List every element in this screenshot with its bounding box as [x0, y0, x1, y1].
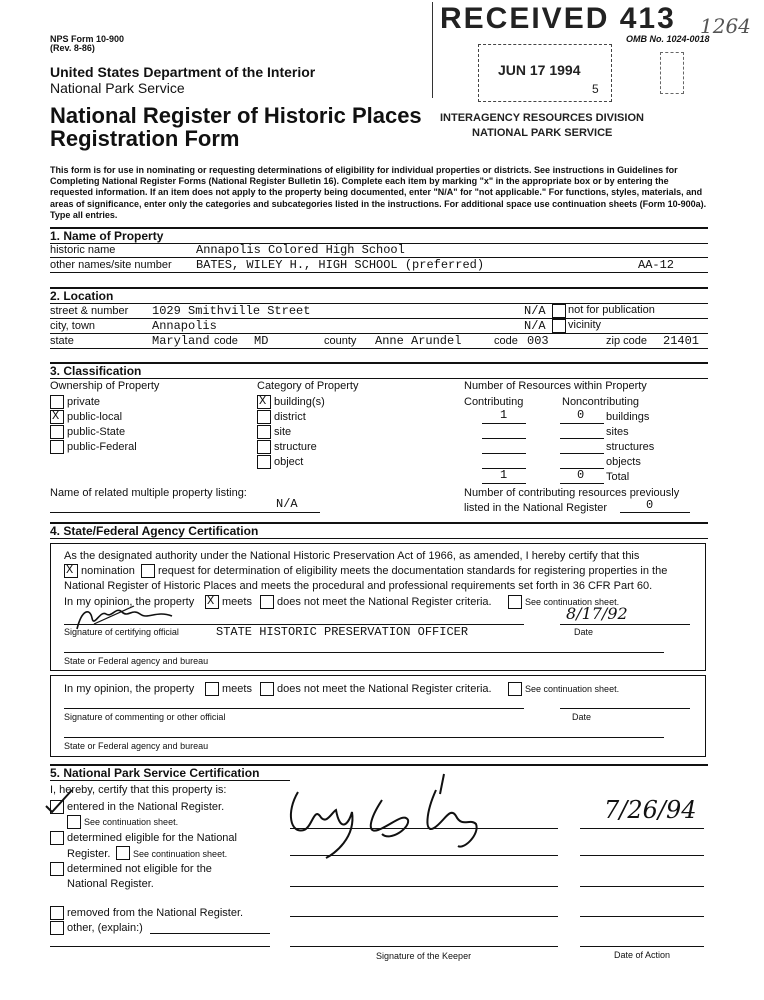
entry-line: [50, 512, 320, 513]
section-rule: [50, 378, 708, 379]
nomination-checkbox[interactable]: [64, 564, 78, 578]
category-structure-checkbox[interactable]: [257, 440, 271, 454]
noncontributing-heading: Noncontributing: [562, 396, 640, 408]
category-heading: Category of Property: [257, 380, 359, 392]
opinion-prefix-2: In my opinion, the property: [64, 683, 195, 695]
checkbox-mark: X: [66, 563, 74, 577]
resource-row-label: structures: [606, 441, 655, 453]
keeper-date-line: [580, 828, 704, 829]
form-title: National Register of Historic Places: [50, 103, 422, 128]
ownership-public-federal-checkbox[interactable]: [50, 440, 64, 454]
entry-line: [482, 438, 526, 439]
instructions-text: This form is for use in nominating or requesting determinations of eligibility for individual properties or districts. See instructions in Guidelines for Completing National Register Forms (National Register Bulletin 16). Complete each item by marking "x" in the appropriate box or by entering the requested information. If an item does not apply to the property being documented, enter "N/A" for "not applicable." For functions, styles, materials, and areas of significance, enter only the categories and subcategories listed in the instructions. For additional space use continuation sheets (Form 10-900a). Type all entries.: [50, 165, 707, 220]
action-date-value: 7/26/94: [604, 796, 697, 824]
date-label: Date: [574, 627, 594, 637]
vicinity-checkbox[interactable]: [552, 319, 566, 333]
agency-line: [64, 737, 664, 738]
certification-line-3: National Register of Historic Places and meets the procedural and professional requirements set forth in 36 CFR Part 60.: [64, 580, 653, 592]
ownership-option: public-State: [67, 426, 126, 438]
noncontributing-buildings[interactable]: 0: [577, 408, 585, 422]
section-2-heading: 2. Location: [50, 289, 114, 303]
checkbox-mark: X: [207, 594, 215, 608]
section-4-heading: 4. State/Federal Agency Certification: [50, 524, 259, 538]
section-rule: [50, 287, 708, 289]
historic-name-value[interactable]: Annapolis Colored High School: [196, 243, 405, 257]
does-not-meet-label-2: does not meet the National Register criteria.: [277, 683, 492, 695]
county-code-label: code: [494, 335, 518, 347]
category-district-checkbox[interactable]: [257, 410, 271, 424]
service-name: National Park Service: [50, 80, 185, 96]
category-site-checkbox[interactable]: [257, 425, 271, 439]
other-names-value[interactable]: BATES, WILEY H., HIGH SCHOOL (preferred): [196, 258, 485, 272]
entry-line: [482, 483, 526, 484]
does-not-meet-checkbox-2[interactable]: [260, 682, 274, 696]
previously-listed-label: Number of contributing resources previously: [464, 487, 680, 499]
received-stamp: RECEIVED 413: [440, 2, 676, 35]
section-3-heading: 3. Classification: [50, 364, 142, 378]
certification-line-1: As the designated authority under the National Historic Preservation Act of 1966, as amended, I hereby certify that this: [64, 550, 640, 562]
county-code-value[interactable]: 003: [527, 334, 549, 348]
not-for-publication-value[interactable]: N/A: [524, 304, 546, 318]
ownership-public-state-checkbox[interactable]: [50, 425, 64, 439]
contributing-total[interactable]: 1: [500, 468, 508, 482]
category-building-checkbox[interactable]: [257, 395, 271, 409]
eligible-label-2: Register.: [67, 848, 111, 860]
agency-label: State or Federal agency and bureau: [64, 656, 209, 666]
park-service-stamp: NATIONAL PARK SERVICE: [472, 127, 613, 139]
certifying-signature-label: Signature of certifying official: [64, 627, 179, 637]
keeper-date-line: [580, 886, 704, 887]
resource-row-label: sites: [606, 426, 629, 438]
entry-line: [482, 423, 526, 424]
street-value[interactable]: 1029 Smithville Street: [152, 304, 311, 318]
entry-line: [620, 512, 690, 513]
ownership-heading: Ownership of Property: [50, 380, 160, 392]
site-number-value[interactable]: AA-12: [638, 258, 675, 272]
ownership-public-local-checkbox[interactable]: [50, 410, 64, 424]
keeper-line: [290, 886, 558, 887]
zip-label: zip code: [606, 335, 647, 347]
handwritten-number: 1264: [700, 14, 751, 38]
resource-row-label: objects: [606, 456, 641, 468]
city-value[interactable]: Annapolis: [152, 319, 217, 333]
entered-label: entered in the National Register.: [67, 801, 225, 813]
date-label-2: Date: [572, 712, 592, 722]
stamp-border-left: [432, 2, 433, 98]
not-eligible-checkbox[interactable]: [50, 862, 64, 876]
explain-line-2: [50, 946, 270, 947]
other-label: other, (explain:): [67, 922, 143, 934]
ownership-option: public-Federal: [67, 441, 137, 453]
city-label: city, town: [50, 320, 96, 332]
eligible-continuation-checkbox[interactable]: [116, 846, 130, 860]
related-listing-value[interactable]: N/A: [276, 497, 298, 511]
checkbox-mark: X: [259, 394, 267, 408]
continuation-sheet-label: See continuation sheet.: [133, 849, 228, 859]
section-rule: [50, 538, 708, 539]
keeper-date-line: [580, 916, 704, 917]
meets-checkbox-2[interactable]: [205, 682, 219, 696]
department-name: United States Department of the Interior: [50, 64, 316, 80]
field-rule: [50, 318, 708, 319]
category-object-checkbox[interactable]: [257, 455, 271, 469]
eligible-checkbox[interactable]: [50, 831, 64, 845]
section-5-heading: 5. National Park Service Certification: [50, 766, 260, 780]
stamp-mark: 5: [592, 82, 599, 96]
keeper-date-line: [580, 946, 704, 947]
form-subtitle: Registration Form: [50, 126, 240, 151]
category-option: object: [274, 456, 304, 468]
nps-cert-intro: I, hereby, certify that this property is:: [50, 784, 227, 796]
other-names-label: other names/site number: [50, 259, 172, 271]
contributing-heading: Contributing: [464, 396, 524, 408]
certification-date-value: 8/17/92: [566, 604, 628, 623]
section-1-heading: 1. Name of Property: [50, 229, 164, 243]
related-listing-label: Name of related multiple property listing:: [50, 487, 247, 499]
entry-line: [560, 423, 604, 424]
state-value[interactable]: Maryland: [152, 334, 210, 348]
county-value[interactable]: Anne Arundel: [375, 334, 462, 348]
division-stamp: INTERAGENCY RESOURCES DIVISION: [440, 112, 644, 124]
meets-checkbox[interactable]: [205, 595, 219, 609]
date-line: [560, 708, 690, 709]
keeper-line: [290, 916, 558, 917]
continuation-sheet-label: See continuation sheet.: [525, 597, 620, 607]
date-of-action-label: Date of Action: [614, 950, 671, 960]
signature-line: [64, 708, 524, 709]
resource-row-label: Total: [606, 471, 630, 483]
keeper-line: [290, 946, 558, 947]
previously-listed-label-2: listed in the National Register: [464, 502, 608, 514]
resources-heading: Number of Resources within Property: [464, 380, 647, 392]
commenting-signature-label: Signature of commenting or other official: [64, 712, 226, 722]
not-eligible-label-2: National Register.: [67, 878, 154, 890]
entry-line: [560, 453, 604, 454]
received-date: JUN 17 1994: [498, 62, 581, 78]
explain-line: [150, 933, 270, 934]
request-determination-checkbox[interactable]: [141, 564, 155, 578]
continuation-sheet-label: See continuation sheet.: [84, 817, 179, 827]
section-rule: [50, 362, 708, 364]
omb-number: OMB No. 1024-0018: [626, 34, 710, 44]
field-rule: [50, 272, 708, 273]
meets-label-2: meets: [222, 683, 252, 695]
stamp-corner: [660, 52, 684, 94]
entry-line: [560, 438, 604, 439]
state-label: state: [50, 335, 74, 347]
keeper-line: [290, 855, 558, 856]
ownership-option: public-local: [67, 411, 123, 423]
section-rule: [50, 780, 290, 781]
form-number: NPS Form 10-900: [50, 34, 125, 44]
removed-checkbox[interactable]: [50, 906, 64, 920]
resource-row-label: buildings: [606, 411, 650, 423]
agency-label-2: State or Federal agency and bureau: [64, 741, 209, 751]
date-line: [560, 624, 690, 625]
field-rule: [50, 348, 708, 349]
vicinity-label: vicinity: [568, 319, 602, 331]
eligible-label: determined eligible for the National: [67, 832, 237, 844]
state-code-label: code: [214, 335, 238, 347]
category-option: site: [274, 426, 292, 438]
agency-line: [64, 652, 664, 653]
category-option: structure: [274, 441, 317, 453]
meets-label: meets: [222, 596, 252, 608]
entry-line: [560, 483, 604, 484]
checkbox-mark: X: [52, 409, 60, 423]
continuation-sheet-label-2: See continuation sheet.: [525, 684, 620, 694]
entered-continuation-checkbox[interactable]: [67, 815, 81, 829]
official-title-value[interactable]: STATE HISTORIC PRESERVATION OFFICER: [216, 625, 469, 639]
not-eligible-label: determined not eligible for the: [67, 863, 212, 875]
removed-label: removed from the National Register.: [67, 907, 244, 919]
continuation-sheet-checkbox-2[interactable]: [508, 682, 522, 696]
keeper-line: [290, 828, 558, 829]
ownership-private-checkbox[interactable]: [50, 395, 64, 409]
nomination-label: nomination: [81, 565, 135, 577]
certification-line-2: request for determination of eligibility meets the documentation standards for registering properties in the: [158, 565, 668, 577]
entry-line: [482, 453, 526, 454]
zip-value[interactable]: 21401: [663, 334, 700, 348]
county-label: county: [324, 335, 357, 347]
category-option: district: [274, 411, 306, 423]
form-revision: (Rev. 8-86): [50, 43, 95, 53]
keeper-signature-label: Signature of the Keeper: [376, 951, 472, 961]
ownership-option: private: [67, 396, 101, 408]
opinion-prefix: In my opinion, the property: [64, 596, 195, 608]
street-label: street & number: [50, 305, 129, 317]
contributing-buildings[interactable]: 1: [500, 408, 508, 422]
other-checkbox[interactable]: [50, 921, 64, 935]
keeper-date-line: [580, 855, 704, 856]
does-not-meet-label: does not meet the National Register criteria.: [277, 596, 492, 608]
does-not-meet-checkbox[interactable]: [260, 595, 274, 609]
keeper-signature: [286, 772, 506, 862]
vicinity-value[interactable]: N/A: [524, 319, 546, 333]
noncontributing-total[interactable]: 0: [577, 468, 585, 482]
category-option: building(s): [274, 396, 325, 408]
continuation-sheet-checkbox[interactable]: [508, 595, 522, 609]
not-for-publication-checkbox[interactable]: [552, 304, 566, 318]
state-code-value[interactable]: MD: [254, 334, 269, 348]
historic-name-label: historic name: [50, 244, 116, 256]
not-for-publication-label: not for publication: [568, 304, 655, 316]
previously-listed-value[interactable]: 0: [646, 498, 654, 512]
